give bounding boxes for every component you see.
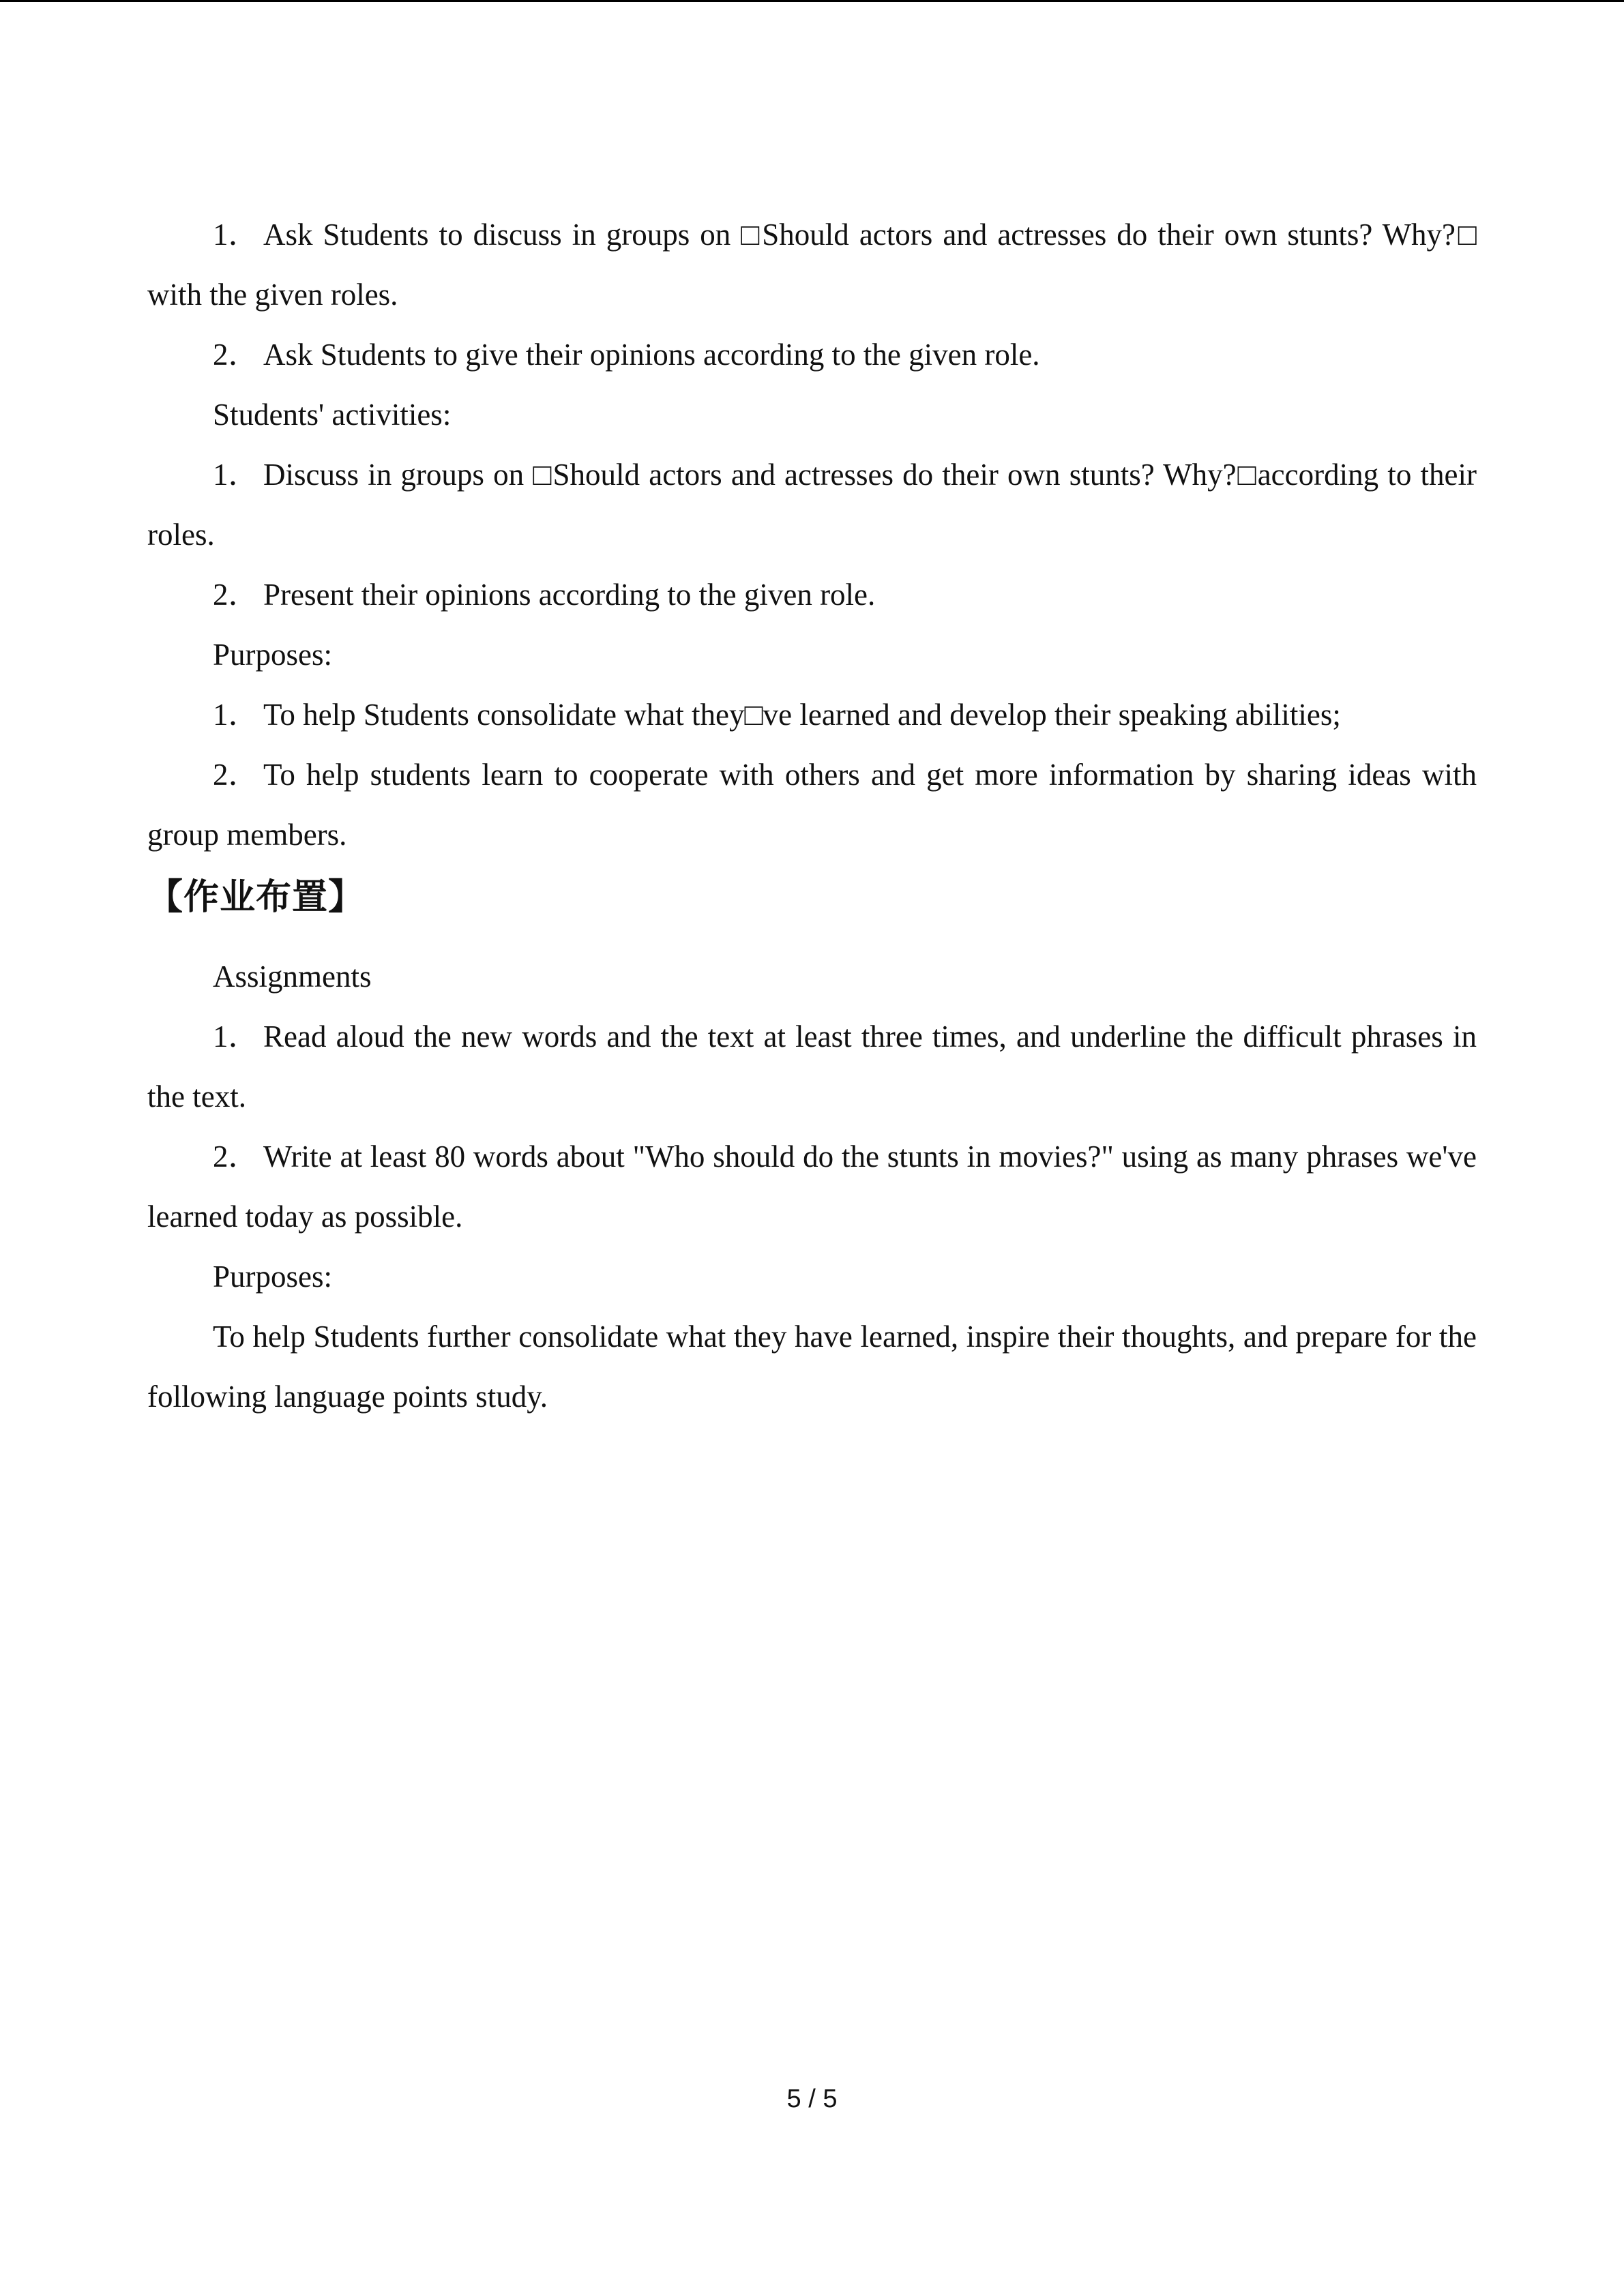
list-number: 2．: [213, 338, 259, 372]
list-number: 2．: [213, 578, 259, 612]
page-number: 5 / 5: [786, 2085, 838, 2113]
paragraph-text: To help students learn to cooperate with others and get more information by sharing ideas with group members.: [147, 758, 1477, 852]
activity-paragraph-2: [147, 325, 1477, 385]
assignment-purposes-text: To help Students further consolidate what they have learned, inspire their thoughts, and prepare for the following language points study.: [147, 1320, 1477, 1414]
paragraph-text: Ask Students to discuss in groups on □Should actors and actresses do their own stunts? Why?□ with the given roles.: [147, 218, 1477, 312]
assignment-paragraph-1: [147, 1007, 1477, 1127]
list-number: 1．: [213, 458, 259, 492]
assignment-purposes-label: Purposes:: [213, 1259, 333, 1294]
list-number: 1．: [213, 698, 259, 732]
paragraph-text: Read aloud the new words and the text at least three times, and underline the difficult phrases in the text.: [147, 1019, 1477, 1114]
assignment-paragraph-2: [147, 1127, 1477, 1247]
list-number: 1．: [213, 1019, 259, 1054]
student-activity-paragraph-1: [147, 445, 1477, 565]
paragraph-text: Discuss in groups on □Should actors and actresses do their own stunts? Why?□according to their roles.: [147, 458, 1477, 552]
students-activities-label: Students' activities:: [213, 398, 452, 432]
list-number: 2．: [213, 1139, 259, 1174]
list-number: 2．: [213, 758, 259, 792]
paragraph-text: Present their opinions according to the given role.: [263, 578, 876, 612]
document-body: [147, 205, 1477, 1427]
paragraph-text: To help Students consolidate what they□ve learned and develop their speaking abilities;: [263, 698, 1341, 732]
student-activity-paragraph-2: [147, 565, 1477, 625]
list-number: 1．: [213, 218, 259, 252]
paragraph-text: Write at least 80 words about "Who should do the stunts in movies?" using as many phrases we've learned today as possible.: [147, 1139, 1477, 1234]
activity-paragraph-1: [147, 205, 1477, 325]
section-heading-assignments: 【作业布置】: [147, 877, 365, 918]
assignments-label: Assignments: [213, 959, 372, 994]
purpose-paragraph-2: [147, 745, 1477, 865]
paragraph-text: Ask Students to give their opinions according to the given role.: [263, 338, 1040, 372]
purpose-paragraph-1: [147, 685, 1477, 745]
purposes-label: Purposes:: [213, 638, 333, 672]
top-border-line: [0, 0, 1624, 2]
